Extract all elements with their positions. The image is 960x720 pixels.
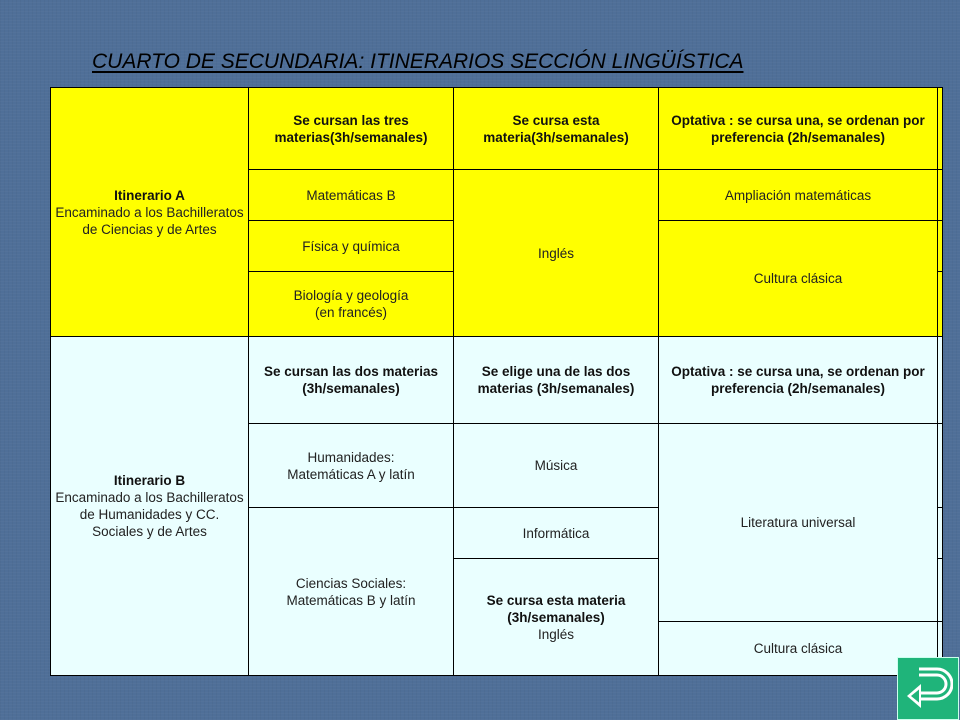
spare-cell	[938, 170, 943, 221]
itinerary-b-core-2	[249, 508, 454, 676]
itinerary-b-choice-header: Se elige una de las dos materias (3h/semanales)	[454, 337, 659, 424]
itinerary-b-core-1-line1: Humanidades:	[307, 449, 395, 465]
spare-cell	[938, 424, 943, 508]
itinerary-b-language-header: Se cursa esta materia (3h/semanales)	[486, 592, 626, 625]
itinerary-a-core-1: Matemáticas B	[249, 170, 454, 221]
itinerary-b-core-1-line2: Matemáticas A y latín	[287, 466, 415, 482]
itinerary-a-core-3	[249, 272, 454, 337]
itinerary-b-core-2-line1: Ciencias Sociales:	[295, 575, 407, 591]
itinerary-a-name: Itinerario A	[114, 187, 185, 203]
return-arrow-icon	[903, 664, 953, 714]
itinerary-table	[50, 87, 943, 676]
itinerary-b-label-cell	[50, 337, 249, 676]
itinerary-a-core-2: Física y química	[249, 221, 454, 272]
itinerary-a-core-3-line2: (en francés)	[314, 305, 388, 320]
itinerary-b-core-1	[249, 424, 454, 508]
page-title: CUARTO DE SECUNDARIA: ITINERARIOS SECCIÓN LINGÜÍSTICA	[92, 50, 744, 73]
itinerary-a-core-3-line1: Biología y geología	[293, 288, 409, 303]
itinerary-a-optional-2: Cultura clásica	[659, 221, 938, 337]
itinerary-b-choice-2: Informática	[454, 508, 659, 559]
spare-cell	[938, 337, 943, 424]
itinerary-b-optional-1: Literatura universal	[659, 424, 938, 622]
spare-cell	[938, 559, 943, 622]
itinerary-b-language: Inglés	[537, 626, 575, 642]
itinerary-a-optional-header: Optativa : se cursa una, se ordenan por preferencia (2h/semanales)	[659, 87, 938, 170]
spare-cell	[938, 272, 943, 337]
itinerary-a-language: Inglés	[454, 170, 659, 337]
itinerary-a-core-header: Se cursan las tres materias(3h/semanales)	[249, 87, 454, 170]
itinerary-b-core-header: Se cursan las dos materias (3h/semanales)	[249, 337, 454, 424]
itinerary-b-optional-2: Cultura clásica	[659, 622, 938, 676]
spare-cell	[938, 87, 943, 170]
itinerary-a-optional-1: Ampliación matemáticas	[659, 170, 938, 221]
itinerary-a-language-header: Se cursa esta materia(3h/semanales)	[454, 87, 659, 170]
itinerary-b-choice-1: Música	[454, 424, 659, 508]
itinerary-b-name: Itinerario B	[113, 473, 186, 488]
itinerary-b-language-cell	[454, 559, 659, 676]
return-button[interactable]	[897, 657, 959, 720]
itinerary-a-label-cell	[50, 87, 249, 337]
itinerary-b-description: Encaminado a los Bachilleratos de Humanidades y CC. Sociales y de Artes	[55, 490, 244, 539]
itinerary-a-description: Encaminado a los Bachilleratos de Ciencias y de Artes	[55, 204, 244, 237]
spare-cell	[938, 221, 943, 272]
itinerary-b-optional-header: Optativa : se cursa una, se ordenan por preferencia (2h/semanales)	[659, 337, 938, 424]
itinerary-b-core-2-line2: Matemáticas B y latín	[286, 592, 416, 608]
spare-cell	[938, 508, 943, 559]
